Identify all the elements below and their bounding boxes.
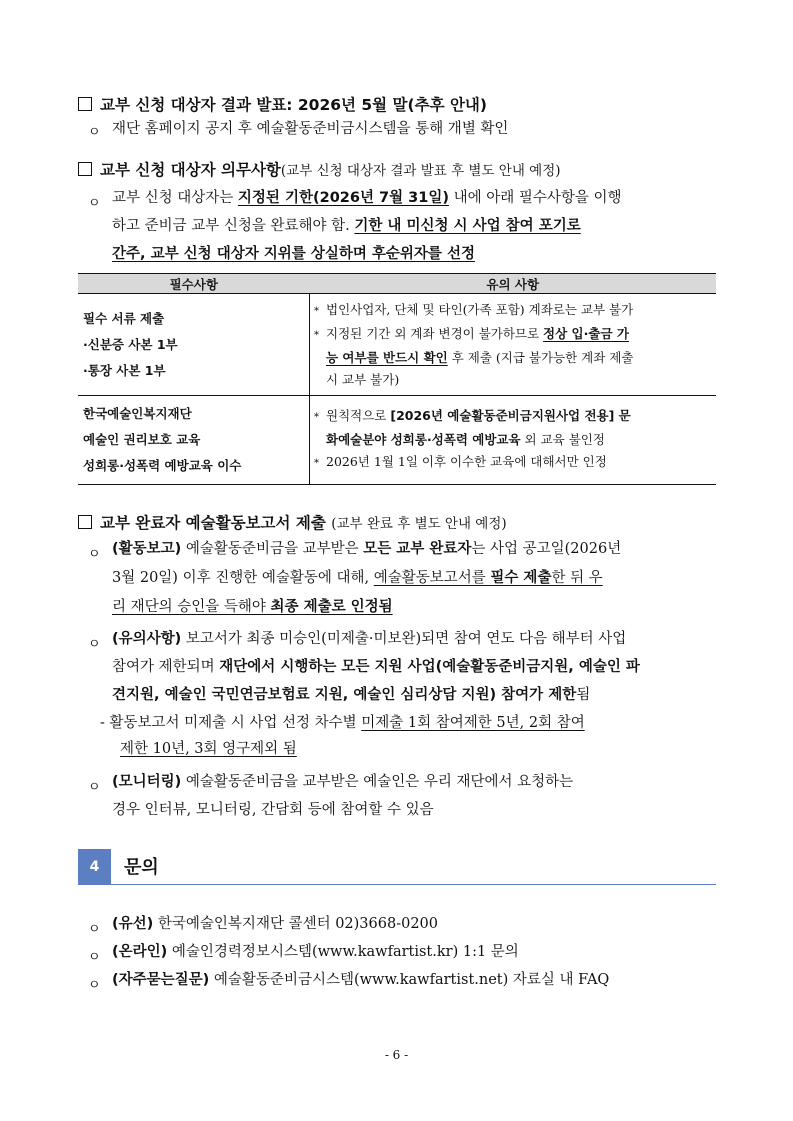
checkbox-square-icon	[78, 162, 92, 176]
activity-report-line-1: (활동보고) 예술활동준비금을 교부받은 모든 교부 완료자는 사업 공고일(2026년	[112, 541, 622, 557]
bullet-circle-icon: ㅇ	[88, 780, 101, 795]
caution-line-3: 견지원, 예술인 국민연금보험료 지원, 예술인 심리상담 지원) 참여가 제한됨	[112, 687, 591, 703]
table-header-required: 필수사항	[78, 274, 310, 294]
restriction-line-1: - 활동보고서 미제출 시 사업 선정 차수별 미제출 1회 참여제한 5년, 2회 참여	[100, 715, 585, 731]
contact-phone: (유선) 한국예술인복지재단 콜센터 02)3668-0200	[112, 916, 439, 932]
section-title: 교부 완료자 예술활동보고서 제출	[100, 514, 326, 532]
documents-notes-cell: * 법인사업자, 단체 및 타인(가족 포함) 계좌로는 교부 불가 * 지정된 기간 외 계좌 변경이 불가하므로 정상 입·출금 가 능 여부를 반드시 확인 후 제출 (지급 불가능한 계좌 제출 시 교부 불가)	[310, 294, 717, 396]
table-row	[78, 396, 716, 485]
asterisk-icon: *	[314, 305, 319, 317]
obligation-line-3	[112, 243, 475, 265]
warning-emphasis: 간주, 교부 신청 대상자 지위를 상실하며 후순위자를 선정	[112, 246, 476, 262]
section-obligations	[78, 158, 561, 180]
bullet-circle-icon: ㅇ	[88, 637, 101, 652]
asterisk-icon: *	[314, 412, 319, 423]
obligation-line-1: 교부 신청 대상자는 지정된 기한(2026년 7월 31일) 내에 아래 필수사항을 이행	[112, 190, 622, 206]
section-subtitle: (교부 완료 후 별도 안내 예정)	[331, 516, 507, 532]
caution-line-1: (유의사항) 보고서가 최종 미승인(미제출·미보완)되면 참여 연도 다음 해부터 사업	[112, 631, 627, 647]
monitoring-line-1: (모니터링) 예술활동준비금을 교부받은 예술인은 우리 재단에서 요청하는	[112, 774, 574, 790]
section-activity-report	[78, 511, 507, 533]
section-number-badge: 4	[78, 849, 111, 885]
education-notes-cell: * 원칙적으로 [2026년 예술활동준비금지원사업 전용] 문 화예술분야 성희롱·성폭력 예방교육 외 교육 불인정 * 2026년 1월 1일 이후 이수한 교육에 대해서만 인정	[310, 396, 717, 485]
section-result-announcement	[78, 93, 487, 115]
table-header-notes: 유의 사항	[310, 274, 717, 294]
required-documents-cell: 필수 서류 제출 ·신분증 사본 1부 ·통장 사본 1부	[78, 294, 310, 396]
page-number: - 6 -	[384, 1048, 409, 1062]
checkbox-square-icon	[78, 97, 92, 111]
bullet-text: 재단 홈페이지 공지 후 예술활동준비금시스템을 통해 개별 확인	[112, 121, 509, 137]
section-subtitle: (교부 신청 대상자 결과 발표 후 별도 안내 예정)	[280, 163, 561, 179]
checkbox-square-icon	[78, 515, 92, 529]
section-heading-inquiry: 문의	[124, 857, 159, 878]
asterisk-icon: *	[314, 329, 319, 341]
asterisk-icon: *	[314, 458, 319, 469]
activity-report-line-3: 리 재단의 승인을 득해야 최종 제출로 인정됨	[112, 599, 393, 615]
contact-faq: (자주묻는질문) 예술활동준비금시스템(www.kawfartist.net) 자료실 내 FAQ	[112, 972, 610, 988]
bullet-circle-icon: ㅇ	[88, 547, 101, 562]
required-education-cell: 한국예술인복지재단 예술인 권리보호 교육 성희롱·성폭력 예방교육 이수	[78, 396, 310, 485]
caution-line-2: 참여가 제한되며 재단에서 시행하는 모든 지원 사업(예술활동준비금지원, 예술인 파	[112, 659, 640, 675]
restriction-line-2: 제한 10년, 3회 영구제외 됨	[120, 741, 297, 757]
bullet-circle-icon: ㅇ	[88, 125, 101, 140]
requirements-table	[78, 273, 716, 485]
activity-report-line-2: 3월 20일) 이후 진행한 예술활동에 대해, 예술활동보고서를 필수 제출한 뒤 우	[112, 570, 603, 586]
bullet-circle-icon: ㅇ	[88, 978, 101, 993]
bullet-circle-icon: ㅇ	[88, 950, 101, 965]
table-row	[78, 294, 716, 396]
bullet-circle-icon: ㅇ	[88, 196, 101, 211]
heading-divider	[78, 884, 716, 885]
deadline-emphasis: 지정된 기한(2026년 7월 31일)	[237, 190, 449, 206]
warning-emphasis: 기한 내 미신청 시 사업 참여 포기로	[354, 218, 581, 234]
section-title: 교부 신청 대상자 결과 발표: 2026년 5월 말(추후 안내)	[100, 96, 487, 114]
table-header-row	[78, 274, 716, 294]
section-title: 교부 신청 대상자 의무사항	[100, 161, 281, 179]
obligation-line-2: 하고 준비금 교부 신청을 완료해야 함. 기한 내 미신청 시 사업 참여 포기로	[112, 218, 581, 234]
contact-online: (온라인) 예술인경력정보시스템(www.kawfartist.kr) 1:1 문의	[112, 944, 519, 960]
bullet-circle-icon: ㅇ	[88, 922, 101, 937]
monitoring-line-2: 경우 인터뷰, 모니터링, 간담회 등에 참여할 수 있음	[112, 802, 434, 818]
